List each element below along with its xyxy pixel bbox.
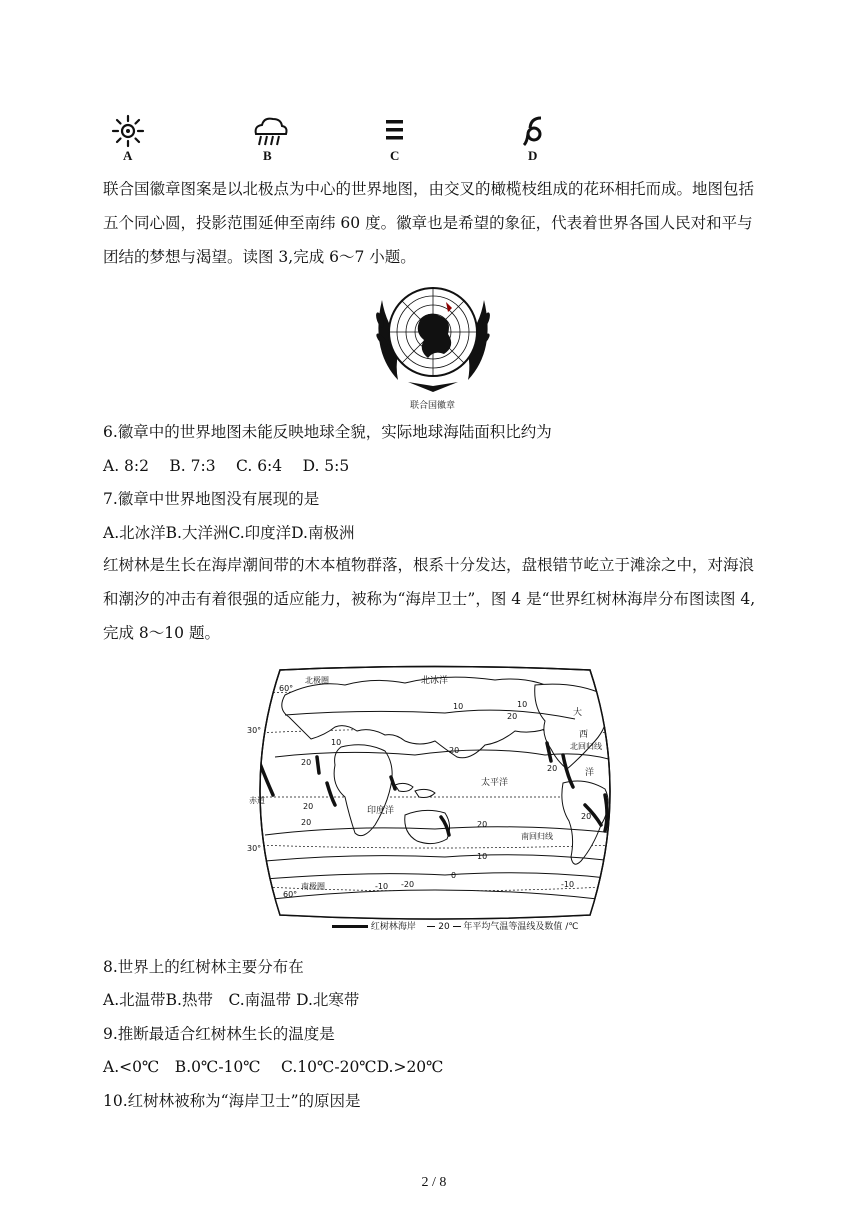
legend-isotherm-swatch [453, 926, 461, 927]
question-10-stem: 10.红树林被称为“海岸卫士”的原因是 [103, 1092, 361, 1110]
label-atlantic-3: 洋 [585, 768, 595, 778]
map-legend [332, 919, 578, 932]
label-atlantic-2: 西 [579, 730, 589, 740]
legend-isotherm-value: 20 [438, 922, 450, 932]
label-equator: 赤道 [249, 796, 265, 805]
label-tropic-of-capricorn: 南回归线 [521, 832, 553, 841]
question-8-options: A.北温带B.热带 C.南温带 D.北寒带 [103, 991, 360, 1009]
isotherm-value: -10 [375, 882, 389, 891]
label-lat-30s: 30° [247, 844, 262, 853]
legend-isotherm-label: 年平均气温等温线及数值 /℃ [463, 922, 579, 932]
isotherm-value: 10 [331, 738, 342, 747]
question-7-stem: 7.徽章中世界地图没有展现的是 [103, 490, 320, 508]
label-arctic-ocean: 北冰洋 [421, 676, 449, 686]
question-9-options: A.<0℃ B.0℃-10℃ C.10℃-20℃D.>20℃ [103, 1058, 444, 1076]
rain-cloud-icon [250, 114, 290, 148]
isotherm-value: 0 [451, 871, 457, 880]
isotherm-value: 20 [301, 758, 312, 767]
page-number: 2 / 8 [421, 1175, 447, 1190]
question-9-stem: 9.推断最适合红树林生长的温度是 [103, 1025, 335, 1043]
mangrove-intro-paragraph: 红树林是生长在海岸潮间带的木本植物群落，根系十分发达，盘根错节屹立于滩涂之中，对海浪和潮汐的冲击有着很强的适应能力，被称为“海岸卫士”，图 4 是“世界红树林海岸分布图读图 4,完成 8～10 题。 [103, 556, 756, 642]
typhoon-icon [513, 114, 553, 148]
label-arctic-circle: 北极圈 [305, 676, 329, 685]
legend-isotherm-swatch [427, 926, 435, 927]
option-b-label: B [263, 148, 272, 163]
legend-mangrove-swatch [332, 925, 368, 928]
legend-mangrove-label: 红树林海岸 [370, 922, 416, 932]
emblem-caption: 联合国徽章 [410, 401, 456, 411]
mangrove-world-map [245, 665, 625, 920]
isotherm-value: 10 [517, 700, 528, 709]
isotherm-value: 20 [449, 746, 460, 755]
label-lat-30n: 30° [247, 726, 262, 735]
question-6-stem: 6.徽章中的世界地图未能反映地球全貌，实际地球海陆面积比约为 [103, 423, 552, 441]
isotherm-value: -10 [561, 880, 575, 889]
isotherm-value: 20 [303, 802, 314, 811]
isotherm-value: 20 [507, 712, 518, 721]
fog-icon [374, 114, 414, 148]
isotherm-value: 20 [477, 820, 488, 829]
label-indian-ocean: 印度洋 [367, 806, 395, 816]
isotherm-value: 20 [581, 812, 592, 821]
option-c-label: C [390, 148, 400, 163]
label-lat-60n: 60° [279, 684, 294, 693]
option-d-label: D [528, 148, 538, 163]
label-tropic-of-cancer: 北回归线 [570, 742, 602, 751]
un-intro-paragraph: 联合国徽章图案是以北极点为中心的世界地图，由交叉的橄榄枝组成的花环相托而成。地图包括五个同心圆，投影范围延伸至南纬 60 度。徽章也是希望的象征，代表着世界各国人民对和平与团结的梦想与渴望。读图 3,完成 6～7 小题。 [103, 180, 755, 266]
label-pacific-ocean: 太平洋 [481, 778, 509, 788]
isotherm-value: 20 [301, 818, 312, 827]
question-6-options: A. 8:2 B. 7:3 C. 6:4 D. 5:5 [103, 457, 350, 475]
isotherm-value: 10 [477, 852, 488, 861]
label-antarctic-circle: 南极圈 [301, 882, 325, 891]
sun-icon [108, 114, 148, 148]
label-atlantic-1: 大 [573, 708, 583, 718]
isotherm-value: 20 [547, 764, 558, 773]
option-a-label: A [123, 148, 133, 163]
question-8-stem: 8.世界上的红树林主要分布在 [103, 958, 304, 976]
un-emblem [368, 280, 498, 398]
label-lat-60s: 60° [283, 890, 298, 899]
isotherm-value: -20 [401, 880, 415, 889]
question-7-options: A.北冰洋B.大洋洲C.印度洋D.南极洲 [103, 524, 355, 542]
isotherm-value: 10 [453, 702, 464, 711]
